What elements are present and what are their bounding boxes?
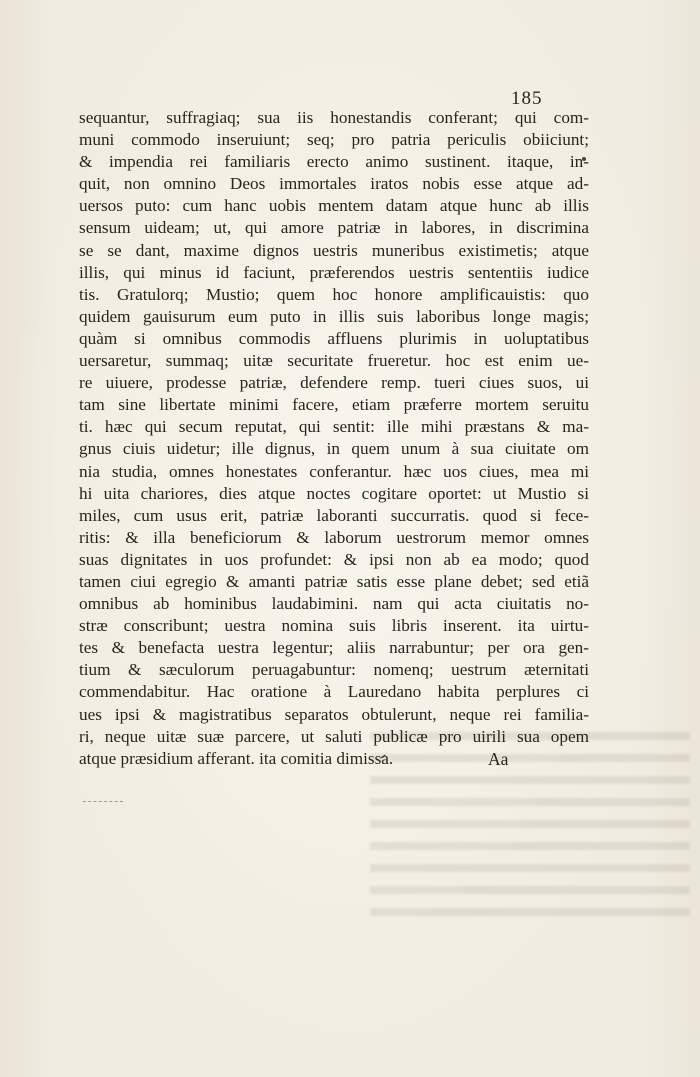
text-line: hi uita chariores, dies atque noctes cogitare oportet: ut Mustio si: [79, 483, 589, 503]
text-line: commendabitur. Hac oratione à Lauredano habita perplures ci: [79, 682, 589, 702]
text-line: tes & benefacta uestra legentur; aliis narrabuntur; per ora gen-: [79, 638, 589, 658]
text-line: tam sine libertate minimi facere, etiam præferre mortem seruitu: [79, 395, 589, 415]
text-line: suas dignitates in uos profundet: & ipsi non ab ea modo; quod: [79, 549, 589, 569]
page-number: 185: [511, 88, 543, 109]
faint-rule: [83, 801, 123, 802]
text-line: gnus ciuis uidetur; ille dignus, in quem unum à sua ciuitate om: [79, 439, 589, 459]
text-line: ritis: & illa beneficiorum & laborum uestrorum memor omnes: [79, 527, 589, 547]
text-line: miles, cum usus erit, patriæ laboranti succurratis. quod si fece-: [79, 505, 589, 525]
text-line: ues ipsi & magistratibus separatos obtulerunt, neque rei familia-: [79, 704, 589, 724]
text-line: uersos puto: cum hanc uobis mentem datam atque hunc ab illis: [79, 196, 589, 216]
text-line: tium & sæculorum peruagabuntur: nomenq; uestrum æternitati: [79, 660, 589, 680]
text-line: sequantur, suffragiaq; sua iis honestandis conferant; qui com-: [79, 108, 589, 127]
body-text: [79, 107, 589, 770]
text-line: quit, non omnino Deos immortales iratos nobis esse atque ad-: [79, 174, 589, 194]
text-line: muni commodo inseruiunt; seq; pro patria periculis obiiciunt;: [79, 130, 589, 150]
text-line: illis, qui minus id faciunt, præferendos uestris sententiis iudice: [79, 262, 589, 282]
text-line: stræ conscribunt; uestra nomina suis libris inserent. ita uirtu-: [79, 616, 589, 636]
text-line: re uiuere, prodesse patriæ, defendere remp. tueri ciues suos, ui: [79, 373, 589, 393]
text-line: & impendia rei familiaris erecto animo sustinent. itaque, in-: [79, 152, 589, 172]
text-line: tamen ciui egregio & amanti patriæ satis esse plane debet; sed etiã: [79, 571, 589, 591]
text-line: omnibus ab hominibus laudabimini. nam qui acta ciuitatis no-: [79, 594, 589, 614]
text-line: ri, neque uitæ suæ parcere, ut saluti publicæ pro uirili sua opem: [79, 726, 589, 746]
signature-mark: Aa: [488, 749, 509, 769]
text-line: tis. Gratulorq; Mustio; quem hoc honore amplificauistis: quo: [79, 284, 589, 304]
text-line: nia studia, omnes honestates conferantur. hæc uos ciues, mea mi: [79, 461, 589, 481]
text-line: quàm si omnibus commodis affluens plurimis in uoluptatibus: [79, 328, 589, 348]
text-line: quidem gauisurum eum puto in illis suis laboribus longe magis;: [79, 306, 589, 326]
text-line: ti. hæc qui secum reputat, qui sentit: ille mihi præstans & ma-: [79, 417, 589, 437]
text-line-last: atque præsidium afferant. ita comitia dimissa.: [79, 748, 394, 768]
text-line: uersaretur, summaq; uitæ securitate frueretur. hoc est enim ue-: [79, 351, 589, 371]
text-line: se se dant, maxime dignos uestris muneribus existimetis; atque: [79, 240, 589, 260]
text-line: sensum uideam; ut, qui amore patriæ in labores, in discrimina: [79, 218, 589, 238]
